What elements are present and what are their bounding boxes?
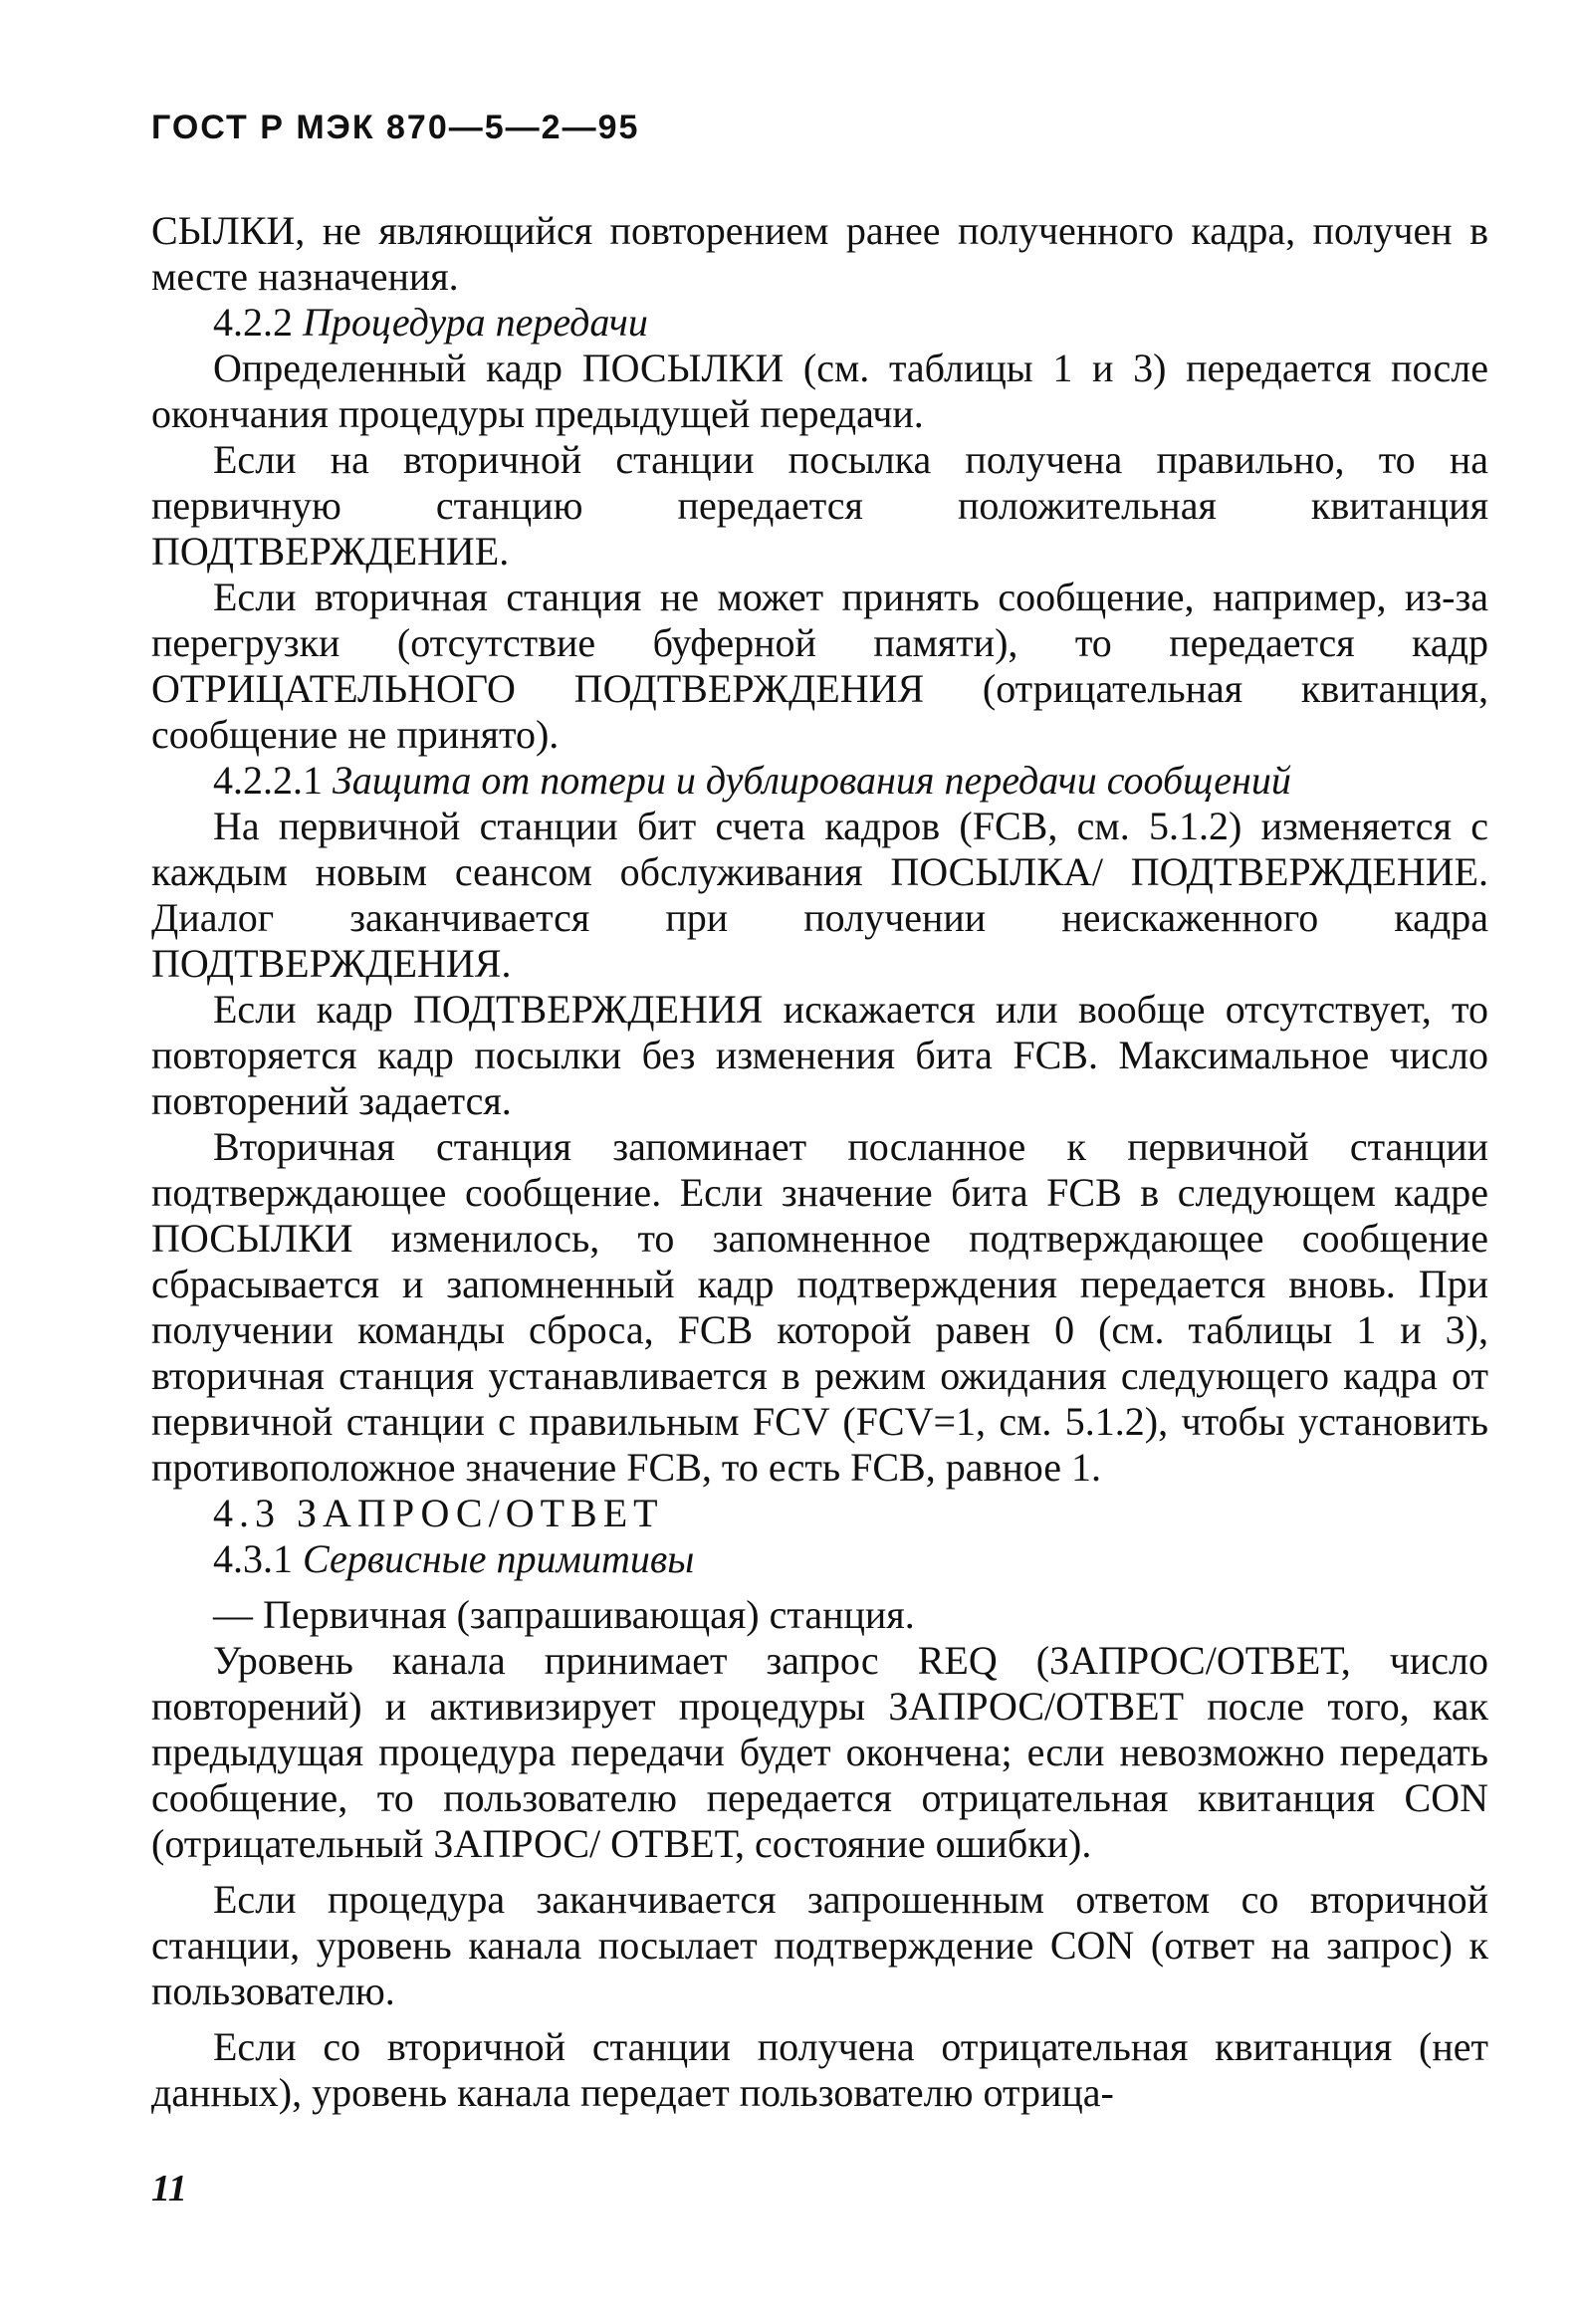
page-number: 11 [151,2168,187,2209]
section-title: Процедура передачи [303,300,648,345]
page-header: ГОСТ Р МЭК 870—5—2—95 [151,109,640,146]
section-number: 4.3.1 [213,1536,293,1581]
section-heading-4-3-1 [151,1536,1488,1582]
paragraph: На первичной станции бит счета кадров (FCB, см. 5.1.2) изменяется с каждым новым сеансом обслуживания ПОСЫЛКА/ ПОДТВЕРЖДЕНИЕ. Диалог заканчивается при получении неискаженного кадра ПОДТВЕРЖДЕНИЯ. [151,804,1488,986]
paragraph: Если со вторичной станции получена отрицательная квитанция (нет данных), уровень канала передает пользователю отрица- [151,2024,1488,2115]
paragraph: Определенный кадр ПОСЫЛКИ (см. таблицы 1 и 3) передается после окончания процедуры предыдущей передачи. [151,346,1488,436]
section-heading-4-2-2-1 [151,758,1488,804]
section-title: Сервисные примитивы [303,1536,695,1581]
section-heading-4-3: 4.3 ЗАПРОС/ОТВЕТ [213,1491,664,1535]
paragraph: Вторичная станция запоминает посланное к первичной станции подтверждающее сообщение. Если значение бита FCB в следующем кадре ПОСЫЛКИ изменилось, то запомненное подтверждающее сообщение сбрасывается и запомненный кадр подтверждения передается вновь. При получении команды сброса, FCB которой равен 0 (см. таблицы 1 и 3), вторичная станция устанавливается в режим ожидания следующего кадра от первичной станции с правильным FCV (FCV=1, см. 5.1.2), чтобы установить противоположное значение FCB, то есть FCB, равное 1. [151,1124,1488,1490]
section-heading-4-2-2 [151,300,1488,346]
section-number: 4.2.2 [213,300,293,345]
section-number: 4.2.2.1 [213,758,323,803]
paragraph-continuation: СЫЛКИ, не являющийся повторением ранее полученного кадра, получен в месте назначения. [151,208,1488,299]
paragraph: — Первичная (запрашивающая) станция. [213,1592,915,1637]
paragraph: Если вторичная станция не может принять сообщение, например, из-за перегрузки (отсутствие буферной памяти), то передается кадр ОТРИЦАТЕЛЬНОГО ПОДТВЕРЖДЕНИЯ (отрицательная квитанция, сообщение не принято). [151,575,1488,757]
section-title: Защита от потери и дублирования передачи сообщений [333,758,1291,803]
paragraph: Если процедура заканчивается запрошенным ответом со вторичной станции, уровень канала посылает подтверждение CON (ответ на запрос) к пользователю. [151,1877,1488,2013]
paragraph: Если на вторичной станции посылка получена правильно, то на первичную станцию передается положительная квитанция ПОДТВЕРЖДЕНИЕ. [151,437,1488,574]
paragraph: Если кадр ПОДТВЕРЖДЕНИЯ искажается или вообще отсутствует, то повторяется кадр посылки без изменения бита FCB. Максимальное число повторений задается. [151,987,1488,1123]
paragraph: Уровень канала принимает запрос REQ (ЗАПРОС/ОТВЕТ, число повторений) и активизирует процедуры ЗАПРОС/ОТВЕТ после того, как предыдущая процедура передачи будет окончена; если невозможно передать сообщение, то пользователю передается отрицательная квитанция CON (отрицательный ЗАПРОС/ ОТВЕТ, состояние ошибки). [151,1638,1488,1866]
